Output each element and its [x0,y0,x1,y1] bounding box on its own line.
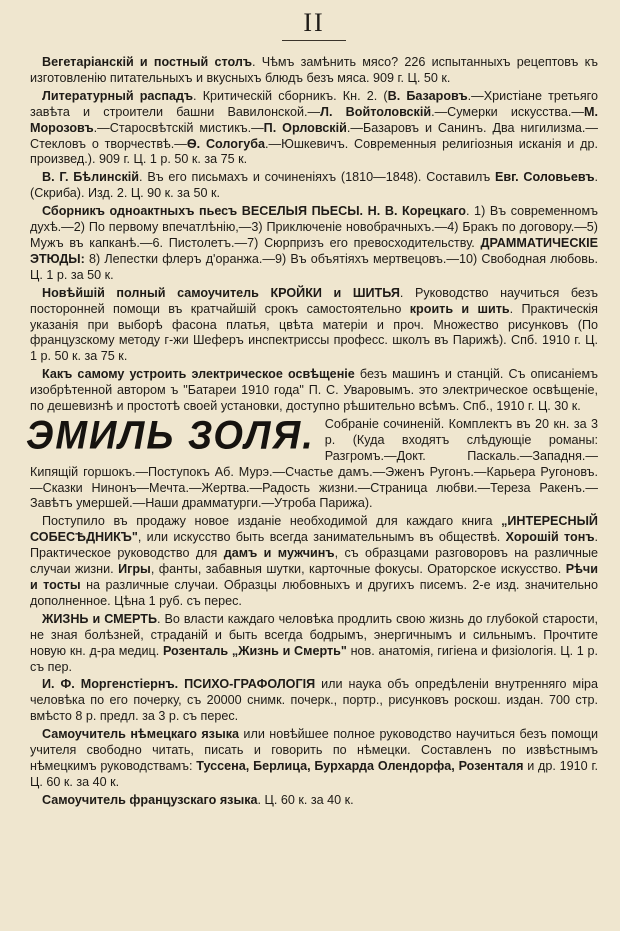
entry-belinsky [30,170,598,202]
entry-text: 8) Лепестки флеръ д'оранжа.—9) Въ объятіяхъ мертвецовъ.—10) Свободная любовь. Ц. 1 р. за 50 к. [30,251,598,282]
entry-text: , или искусство быть всегда занимательнымъ въ обществѣ. [137,530,506,545]
entry-text: . Практическое руководство для [30,530,599,561]
entry-tailoring [30,286,598,366]
entry-text: . Ц. 60 к. за 40 к. [257,792,354,807]
entry-title: Сборникъ одноактныхъ пьесъ ВЕСЕЛЫЯ ПЬЕСЫ. Н. В. Корецкаго [42,204,466,219]
entry-text: Поступило въ продажу новое изданіе необходимой для каждаго книга [42,514,502,529]
emphasis: Игры [118,562,151,577]
entry-text: .—Юшкевичъ. Современныя религіозныя исканія и др. произвед.). 909 г. Ц. 1 р. 50 к. за 75 к. [30,136,598,167]
entry-text: .—Базаровъ и Санинъ. Два нигилизма.—Стекловъ о творчествѣ.— [30,120,598,151]
zola-banner: ЭМИЛЬ ЗОЛЯ. [26,413,315,458]
zola-text: Собраніе сочиненій. Комплектъ въ 20 кн. за 3 р. (Куда входятъ слѣдующіе романы: Разгромъ.—Докт. Паскаль.—Западня.—Кипящій горшокъ.—Поступокъ Аб. Мурэ.—Счастье дамъ.—Эженъ Ругонъ.—Карьера Ругоновъ.—Сказки Нинонъ—Мечта.—Жертва.—Радость жизни.—Страница любви.—Тереза Ракенъ.—Завѣтъ умершей.—Наши драмматурги.—Утроба Парижа). [30,416,598,511]
author-name: М. Морозовъ [30,104,598,135]
entry-text: . Практическія указанія при выборѣ фасона платья, цвѣта матеріи и проч. Множество рисунковъ (По французскому методу г-жи Шеферъ инспектриссы професс. школъ въ Парижѣ). Спб. 1910 г. Ц. 1 р. 50 к. за 75 к. [30,301,598,364]
entry-plays [30,204,598,284]
entry-graphology [30,677,598,725]
entry-title: Вегетаріанскій и постный столъ [42,55,253,69]
emphasis: дамъ и мужчинъ [223,546,335,561]
author-name: В. Базаровъ [387,88,468,103]
entry-title: „ИНТЕРЕСНЫЙ СОБЕСѢДНИКЪ" [30,514,598,545]
entry-title: Литературный распадъ [42,88,194,103]
entry-text: , съ образцами разговоровъ на различные случаи жизни. [30,546,599,577]
entry-text: . Во власти каждаго человѣка продлить свою жизнь до глубокой старости, не зная болѣзней, страданій и быть всегда бодрымъ, энергичнымъ и сильнымъ. Прочтите новую кн. д-ра медиц. [30,611,598,658]
entry-text: .—Христіане третьяго завѣта и строители башни Вавилонской.— [30,88,598,119]
entry-text: на различные случаи. Образцы любовныхъ и другихъ писемъ. 2-е изд. значительно дополненное. Цѣна 1 руб. съ перес. [30,578,598,608]
section-heading: ДРАММАТИЧЕСКІЕ ЭТЮДЫ: [30,235,598,266]
author-name: П. Орловскій [263,120,347,135]
entry-text: или наука объ опредѣленіи внутренняго міра человѣка по его почерку, съ 20000 снимк. почерк., портр., рисунковъ роскош. издан. 700 стр. вмѣсто 8 р. предл. за 3 р. съ перес. [30,677,599,724]
entry-text: и др. 1910 г. Ц. 60 к. за 40 к. [30,758,599,789]
entry-german [30,727,598,791]
entry-title: ЖИЗНЬ и СМЕРТЬ [42,611,157,626]
entry-french [30,793,598,809]
entry-life-death [30,612,598,676]
entry-text: . Въ его письмахъ и сочиненіяхъ (1810—1848). Составилъ [139,170,495,185]
emphasis: кроить и шить [409,301,510,316]
entry-literary-decay [30,89,598,169]
entry-text: . 1) Въ современномъ духѣ.—2) По первому впечатлѣнію,—3) Приключеніе новобрачныхъ.—4) Бракъ по договору.—5) Мужъ въ капканѣ.—6. Пистолетъ.—7) Сюрпризъ его превосходительству. [30,204,598,250]
author-name: Туссена, Берлица, Бурхарда Олендорфа, Розенталя [196,758,524,773]
entry-title: Новѣйшій полный самоучитель КРОЙКИ и ШИТЬЯ [42,285,400,300]
page-number: II [303,8,325,37]
author-name: Л. Войтоловскій [320,104,432,119]
entry-text: или новѣйшее полное руководство научиться безъ помощи учителя свободно читать, писать и говорить по нѣмецки. Составленъ по извѣстнымъ нѣмецкимъ руководствамъ: [30,727,599,773]
entry-sobesednik [30,514,598,609]
entry-title: Какъ самому устроить электрическое освѣщеніе [42,367,355,382]
zola-advert [26,413,598,514]
entry-text: нов. анатомія, гигіена и физіологія. Ц. 1 р. съ пер. [30,643,599,674]
entry-text: . Руководство научиться безъ посторонней помощи въ кратчайшій срокъ самостоятельно [30,285,598,316]
entry-text: . Чѣмъ замѣнить мясо? 226 испытанныхъ рецептовъ къ изготовленію питательныхъ и вкусныхъ блюдъ безъ мяса. 909 г. Ц. 50 к. [30,55,599,85]
entry-vegetarian [30,55,598,87]
entry-electric [30,367,598,415]
entry-title: В. Г. Бѣлинскій [42,170,140,185]
entry-title: И. Ф. Моргенстіернъ. ПСИХО-ГРАФОЛОГІЯ [42,677,316,692]
author-name: Ѳ. Сологуба [186,136,265,151]
entry-title: Самоучитель французскаго языка [42,792,258,807]
author-name: Евг. Соловьевъ [495,170,595,185]
emphasis: Рѣчи и тосты [30,562,598,592]
author-name: Розенталь „Жизнь и Смерть" [162,643,347,658]
emphasis: Хорошій тонъ [505,530,595,545]
entry-text: .—Сумерки искусства.— [431,104,584,119]
entry-text: безъ машинъ и станцій. Съ описаніемъ изобрѣтенной автором ъ "Батареи 1910 года" П. С. Уваровымъ. это электрическое освѣщеніе, по дешевизнѣ и простотѣ своей установки, доступно рѣшительно всѣмъ. Спб., 1910 г. Ц. 30 к. [30,367,598,414]
entry-text: . Критическій сборникъ. Кн. 2. ( [193,88,388,103]
page-number-rule [282,40,346,41]
entry-title: Самоучитель нѣмецкаго языка [42,727,240,742]
entry-text: . (Скриба). Изд. 2. Ц. 90 к. за 50 к. [30,170,599,201]
entry-text: , фанты, забавныя шутки, карточные фокусы. Ораторское искусство. [150,562,566,577]
entry-text: .—Старосвѣтскій мистикъ.— [93,120,264,135]
